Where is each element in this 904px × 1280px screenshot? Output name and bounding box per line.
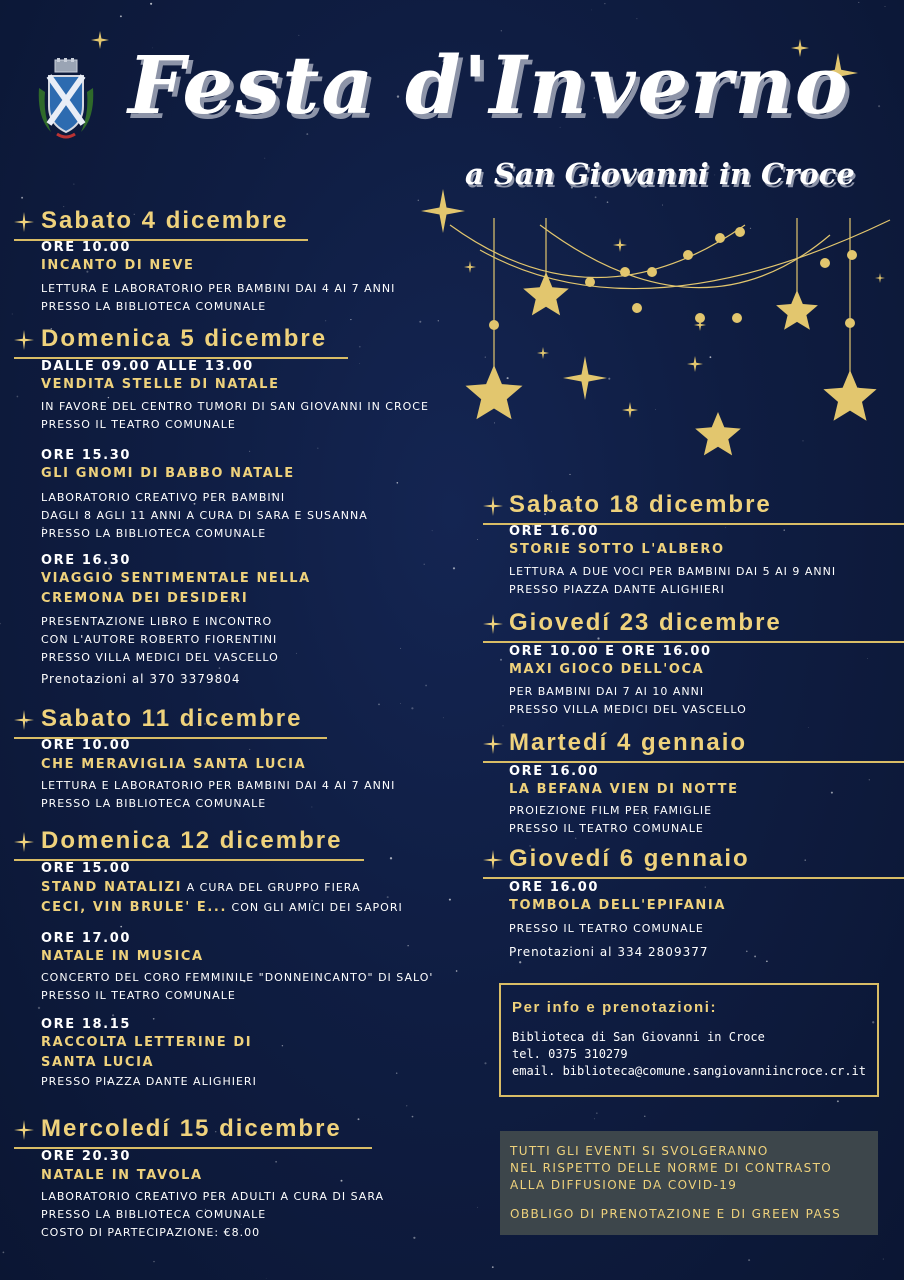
day-label: Domenica 5 dicembre (41, 325, 328, 352)
dust-star (607, 201, 609, 203)
star-icon (483, 734, 503, 754)
star-icon (483, 496, 503, 516)
dust-star (595, 196, 597, 198)
info-library-name: Biblioteca di San Giovanni in Croce (512, 1030, 765, 1044)
dust-star (636, 18, 637, 19)
dust-star (153, 1261, 154, 1262)
dust-star (264, 158, 265, 159)
event-description (41, 1188, 384, 1242)
dust-star (802, 440, 803, 441)
dust-star (883, 1259, 884, 1260)
dust-star (449, 899, 451, 901)
star-icon (483, 850, 503, 870)
event-title-line: NATALE IN TAVOLA (41, 1168, 203, 1183)
municipal-crest-icon (33, 58, 99, 144)
dust-star (408, 945, 409, 946)
hanging-star-icon (466, 365, 523, 419)
description-line: PROIEZIONE FILM PER FAMIGLIE (509, 804, 713, 817)
event-title-line: STORIE SOTTO L'ALBERO (509, 542, 725, 557)
info-box (499, 983, 879, 1097)
description-line: PRESENTAZIONE LIBRO E INCONTRO (41, 615, 273, 628)
event-title-line: CHE MERAVIGLIA SANTA LUCIA (41, 757, 307, 772)
description-line: LETTURA E LABORATORIO PER BAMBINI DAI 4 AI 7 ANNI (41, 282, 396, 295)
event-title-line: LA BEFANA VIEN DI NOTTE (509, 782, 739, 797)
poster-title: Festa d'Inverno (128, 38, 851, 132)
info-phone: tel. 0375 310279 (512, 1047, 628, 1061)
event-title-text: CECI, VIN BRULE' E... (41, 900, 228, 915)
event-title-line (41, 878, 403, 898)
dust-star (604, 3, 605, 4)
event-time: ORE 17.00 (41, 931, 131, 946)
booking-phone: Prenotazioni al 334 2809377 (509, 945, 709, 959)
dust-star (249, 749, 250, 750)
dust-star (662, 205, 663, 206)
event-title (509, 896, 726, 916)
event-title-line: VIAGGIO SENTIMENTALE NELLA (41, 571, 311, 586)
event-title (41, 375, 280, 395)
dust-star (485, 356, 486, 357)
dust-star (456, 970, 458, 972)
notice-line: ALLA DIFFUSIONE DA COVID-19 (510, 1178, 738, 1192)
hanging-star-icon (823, 370, 876, 421)
dust-star (299, 35, 300, 36)
dust-star (150, 3, 152, 5)
dust-star (837, 1100, 839, 1102)
dust-star (120, 15, 122, 17)
description-line: PRESSO IL TEATRO COMUNALE (41, 418, 236, 431)
event-time: ORE 16.00 (509, 880, 599, 895)
dust-star (413, 1237, 415, 1239)
dust-star (411, 707, 413, 709)
dust-star (808, 727, 809, 728)
day-label: Sabato 18 dicembre (509, 491, 772, 518)
event-organizer-note: A CURA DEL GRUPPO FIERA (182, 881, 361, 894)
dust-star (396, 1072, 397, 1073)
day-label: Sabato 4 dicembre (41, 207, 289, 234)
event-title (509, 780, 739, 800)
dust-star (318, 448, 319, 449)
info-heading: Per info e prenotazioni: (512, 999, 718, 1016)
dust-star (500, 659, 502, 661)
string-bead (845, 318, 855, 328)
dust-star (325, 320, 326, 321)
dust-star (296, 653, 297, 654)
description-line: LABORATORIO CREATIVO PER ADULTI A CURA DI SARA (41, 1190, 385, 1203)
sparkle-icon (694, 319, 706, 331)
description-line: PRESSO IL TEATRO COMUNALE (41, 989, 236, 1002)
event-description (41, 489, 368, 543)
event-title-text: STAND NATALIZI (41, 880, 183, 895)
star-icon (14, 212, 34, 232)
day-header (14, 1117, 372, 1149)
event-title-line (41, 898, 403, 918)
garland-bead (735, 227, 745, 237)
event-title-line: SANTA LUCIA (41, 1055, 155, 1070)
event-title-line: GLI GNOMI DI BABBO NATALE (41, 466, 295, 481)
event-description (41, 280, 395, 316)
event-title (509, 660, 704, 680)
dust-star (418, 200, 419, 201)
dust-star (878, 105, 880, 107)
dust-star (750, 228, 751, 229)
dust-star (596, 1113, 597, 1114)
garland-bead (715, 233, 725, 243)
event-description (509, 802, 712, 838)
dust-star (425, 685, 427, 687)
dust-star (831, 792, 833, 794)
sparkle-icon (91, 31, 109, 49)
dust-star (0, 623, 1, 624)
covid-notice (500, 1131, 878, 1235)
garland-bead (620, 267, 630, 277)
dust-star (12, 314, 13, 315)
garland-bead (820, 258, 830, 268)
description-line: LETTURA A DUE VOCI PER BAMBINI DAI 5 AI 9 ANNI (509, 565, 837, 578)
dust-star (594, 1118, 595, 1119)
event-title-line: TOMBOLA DELL'EPIFANIA (509, 898, 726, 913)
dust-star (424, 564, 425, 565)
description-line: PRESSO PIAZZA DANTE ALIGHIERI (509, 583, 725, 596)
dust-star (748, 1259, 750, 1261)
dust-star (519, 961, 521, 963)
star-icon (14, 710, 34, 730)
hanging-star-icon (695, 412, 741, 455)
event-time: ORE 20.30 (41, 1149, 131, 1164)
day-header (483, 611, 904, 643)
event-title-line: NATALE IN MUSICA (41, 949, 204, 964)
day-header (14, 327, 348, 359)
dust-star (494, 422, 495, 423)
description-line: PRESSO VILLA MEDICI DEL VASCELLO (41, 651, 279, 664)
dust-star (492, 1266, 494, 1268)
description-line: IN FAVORE DEL CENTRO TUMORI DI SAN GIOVANNI IN CROCE (41, 400, 429, 413)
dust-star (359, 346, 361, 348)
day-label: Giovedí 23 dicembre (509, 609, 782, 636)
dust-star (591, 10, 592, 11)
event-time: ORE 10.00 (41, 738, 131, 753)
dust-star (501, 30, 502, 31)
dust-star (784, 529, 785, 530)
day-header (483, 847, 904, 879)
event-description (509, 920, 704, 938)
poster-subtitle: a San Giovanni in Croce (465, 157, 855, 191)
string-bead (489, 320, 499, 330)
dust-star (644, 1116, 645, 1117)
dust-star (120, 926, 122, 928)
hanging-star-icon (776, 290, 818, 330)
description-line: PRESSO LA BIBLIOTECA COMUNALE (41, 1208, 267, 1221)
dust-star (406, 1105, 407, 1106)
dust-star (306, 133, 308, 135)
day-label: Giovedí 6 gennaio (509, 845, 750, 872)
dust-star (400, 648, 401, 649)
event-time: ORE 10.00 (41, 240, 131, 255)
dust-star (867, 658, 868, 659)
day-label: Sabato 11 dicembre (41, 705, 303, 732)
sparkle-icon (875, 273, 885, 283)
event-time: ORE 16.00 (509, 524, 599, 539)
dust-star (754, 955, 756, 957)
dust-star (341, 1180, 343, 1182)
description-line: PER BAMBINI DAI 7 AI 10 ANNI (509, 685, 705, 698)
dust-star (477, 1207, 478, 1208)
dust-star (266, 1278, 267, 1279)
event-time: ORE 16.30 (41, 553, 131, 568)
sparkle-icon (613, 238, 627, 252)
dust-star (885, 6, 886, 7)
event-time: ORE 10.00 E ORE 16.00 (509, 644, 712, 659)
event-description (41, 1073, 257, 1091)
day-label: Mercoledí 15 dicembre (41, 1115, 342, 1142)
dust-star (400, 703, 401, 704)
day-label: Martedí 4 gennaio (509, 729, 748, 756)
garland-bead (732, 313, 742, 323)
event-time: ORE 15.00 (41, 861, 131, 876)
sparkle-icon (622, 402, 638, 418)
dust-star (219, 667, 221, 669)
dust-star (73, 184, 74, 185)
description-line: PRESSO LA BIBLIOTECA COMUNALE (41, 300, 267, 313)
event-title (509, 540, 725, 560)
day-header (14, 209, 308, 241)
dust-star (282, 1045, 283, 1046)
day-header (483, 493, 904, 525)
day-header (483, 731, 904, 763)
description-line: PRESSO LA BIBLIOTECA COMUNALE (41, 797, 267, 810)
notice-line: TUTTI GLI EVENTI SI SVOLGERANNO (510, 1144, 769, 1158)
info-email[interactable]: email. biblioteca@comune.sangiovanniincroce.cr.it (512, 1064, 867, 1078)
dust-star (432, 530, 433, 531)
garland-bead (847, 250, 857, 260)
day-header (14, 707, 327, 739)
event-description (509, 563, 836, 599)
hanging-star-icon (523, 272, 569, 315)
event-title (41, 1033, 252, 1073)
dust-star (153, 1018, 155, 1020)
event-title-line: CREMONA DEI DESIDERI (41, 591, 249, 606)
garland-bead (683, 250, 693, 260)
event-description (41, 969, 433, 1005)
dust-star (275, 1161, 277, 1163)
description-line: CONCERTO DEL CORO FEMMINILE "DONNEINCANTO" DI SALO' (41, 971, 434, 984)
event-title (41, 1166, 203, 1186)
garland-bead (632, 303, 642, 313)
event-time: DALLE 09.00 ALLE 13.00 (41, 359, 254, 374)
event-title (41, 878, 403, 918)
event-title-line: VENDITA STELLE DI NATALE (41, 377, 280, 392)
booking-phone: Prenotazioni al 370 3379804 (41, 672, 241, 686)
dust-star (38, 1007, 40, 1009)
dust-star (419, 321, 421, 323)
event-title (41, 569, 311, 609)
description-line: PRESSO VILLA MEDICI DEL VASCELLO (509, 703, 747, 716)
description-line: LETTURA E LABORATORIO PER BAMBINI DAI 4 AI 7 ANNI (41, 779, 396, 792)
description-line: CON L'AUTORE ROBERTO FIORENTINI (41, 633, 278, 646)
description-line: PRESSO IL TEATRO COMUNALE (509, 922, 704, 935)
star-icon (14, 1120, 34, 1140)
dust-star (390, 857, 392, 859)
dust-star (453, 567, 455, 569)
dust-star (869, 779, 870, 780)
star-icon (14, 330, 34, 350)
dust-star (17, 396, 19, 398)
event-title-line: INCANTO DI NEVE (41, 258, 195, 273)
description-line: PRESSO IL TEATRO COMUNALE (509, 822, 704, 835)
garland-bead (647, 267, 657, 277)
event-time: ORE 16.00 (509, 764, 599, 779)
event-title (41, 256, 195, 276)
event-description (41, 777, 395, 813)
sparkle-icon (421, 189, 465, 233)
event-title (41, 464, 295, 484)
dust-star (710, 356, 712, 358)
event-time: ORE 18.15 (41, 1017, 131, 1032)
sparkle-icon (563, 356, 607, 400)
dust-star (766, 960, 768, 962)
dust-star (746, 951, 748, 953)
sparkle-icon (537, 347, 549, 359)
event-title-line: RACCOLTA LETTERINE DI (41, 1035, 253, 1050)
dust-star (507, 377, 509, 379)
dust-star (21, 197, 23, 199)
event-description (509, 683, 747, 719)
dust-star (569, 474, 570, 475)
dust-star (350, 319, 351, 320)
dust-star (443, 717, 444, 718)
dust-star (3, 1252, 5, 1254)
dust-star (503, 725, 504, 726)
event-title-line: MAXI GIOCO DELL'OCA (509, 662, 705, 677)
dust-star (484, 1062, 486, 1064)
description-line: COSTO DI PARTECIPAZIONE: €8.00 (41, 1226, 261, 1239)
dust-star (378, 704, 380, 706)
dust-star (397, 482, 399, 484)
event-description (41, 398, 429, 434)
dust-star (608, 378, 610, 380)
event-title (41, 947, 204, 967)
star-icon (483, 614, 503, 634)
star-icon (14, 832, 34, 852)
dust-star (359, 363, 360, 364)
sparkle-icon (464, 261, 476, 273)
description-line: DAGLI 8 AGLI 11 ANNI A CURA DI SARA E SUSANNA (41, 509, 368, 522)
description-line: PRESSO LA BIBLIOTECA COMUNALE (41, 527, 267, 540)
day-label: Domenica 12 dicembre (41, 827, 343, 854)
dust-star (477, 539, 478, 540)
event-title (41, 755, 306, 775)
day-header (14, 829, 364, 861)
dust-star (858, 2, 859, 3)
notice-line: NEL RISPETTO DELLE NORME DI CONTRASTO (510, 1161, 833, 1175)
event-description (41, 613, 279, 667)
event-organizer-note: CON GLI AMICI DEI SAPORI (227, 901, 403, 914)
description-line: LABORATORIO CREATIVO PER BAMBINI (41, 491, 286, 504)
dust-star (725, 527, 726, 528)
description-line: PRESSO PIAZZA DANTE ALIGHIERI (41, 1075, 257, 1088)
dust-star (705, 887, 706, 888)
dust-star (412, 1116, 414, 1118)
dust-star (438, 320, 439, 321)
sparkle-icon (687, 356, 703, 372)
dust-star (655, 409, 656, 410)
dust-star (249, 451, 250, 452)
garland-bead (585, 277, 595, 287)
event-time: ORE 15.30 (41, 448, 131, 463)
notice-requirement: OBBLIGO DI PRENOTAZIONE E DI GREEN PASS (510, 1207, 842, 1221)
